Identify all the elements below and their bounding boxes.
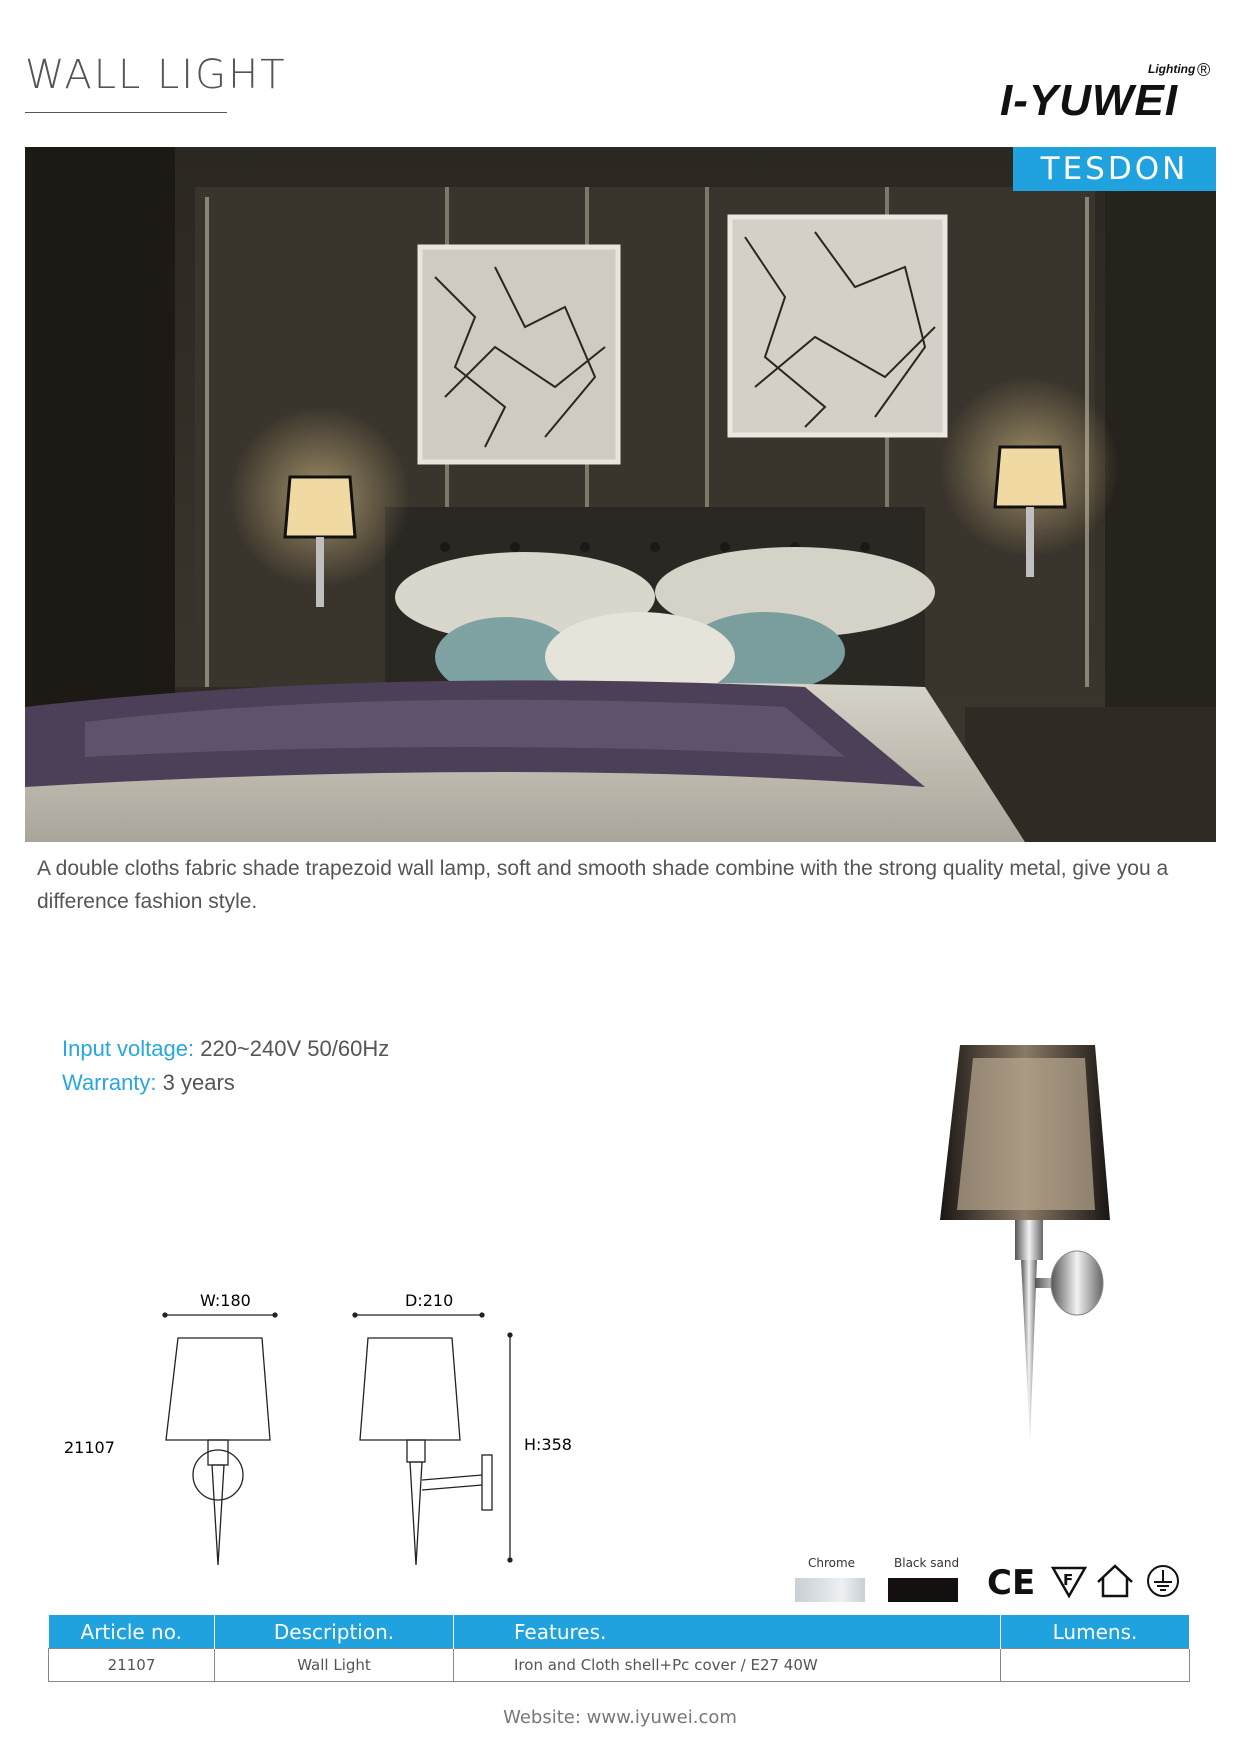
product-description: A double cloths fabric shade trapezoid wall lamp, soft and smooth shade combine with the strong quality metal, give you a difference fashion style. bbox=[37, 857, 1169, 913]
finish-label-black-sand: Black sand bbox=[894, 1556, 960, 1570]
page-title: WALL LIGHT bbox=[25, 52, 287, 98]
spec-voltage: Input voltage: 220~240V 50/60Hz bbox=[62, 1036, 390, 1061]
f-mark-icon bbox=[1053, 1568, 1085, 1596]
finish-label-chrome: Chrome bbox=[808, 1556, 856, 1570]
brand-badge: TESDON bbox=[1013, 147, 1216, 191]
wall-lamp-illustration bbox=[935, 1040, 1135, 1450]
height-label: H:358 bbox=[524, 1435, 572, 1454]
cell-article-no: 21107 bbox=[49, 1649, 215, 1682]
finish-swatches bbox=[795, 1556, 965, 1606]
article-table bbox=[48, 1615, 1190, 1682]
table-row bbox=[49, 1649, 1190, 1682]
width-label: W:180 bbox=[200, 1291, 251, 1310]
cell-description: Wall Light bbox=[215, 1649, 454, 1682]
cell-lumens bbox=[1001, 1649, 1190, 1682]
header-lumens: Lumens. bbox=[1001, 1615, 1190, 1649]
logo-subtitle: Lighting bbox=[1148, 62, 1196, 76]
header-article-no: Article no. bbox=[49, 1615, 215, 1649]
table-header-row bbox=[49, 1615, 1190, 1649]
title-divider bbox=[25, 112, 227, 113]
bedroom-scene bbox=[25, 147, 1216, 842]
website-footer: Website: www.iyuwei.com bbox=[503, 1707, 737, 1728]
ce-mark-icon: CE bbox=[987, 1563, 1036, 1602]
model-number: 21107 bbox=[64, 1438, 115, 1457]
product-photo bbox=[935, 1040, 1135, 1450]
logo-text: I-YUWEI bbox=[1000, 76, 1179, 125]
dimension-diagram bbox=[50, 1290, 610, 1580]
spec-warranty: Warranty: 3 years bbox=[62, 1070, 235, 1095]
brand-logo bbox=[1000, 58, 1220, 128]
depth-label: D:210 bbox=[405, 1291, 454, 1310]
header-features: Features. bbox=[454, 1615, 1001, 1649]
swatch-chrome bbox=[795, 1578, 865, 1602]
cell-features: Iron and Cloth shell+Pc cover / E27 40W bbox=[454, 1649, 1001, 1682]
certification-marks bbox=[985, 1558, 1190, 1602]
hero-bedroom-photo bbox=[25, 147, 1216, 842]
technical-drawing bbox=[50, 1290, 610, 1580]
ground-symbol-icon bbox=[1148, 1566, 1178, 1596]
spec-list bbox=[62, 1032, 389, 1100]
registered-mark: ® bbox=[1197, 60, 1211, 80]
indoor-use-icon bbox=[1098, 1566, 1132, 1596]
swatch-black-sand bbox=[888, 1578, 958, 1602]
svg-text:F: F bbox=[1063, 1571, 1074, 1589]
header-description: Description. bbox=[215, 1615, 454, 1649]
